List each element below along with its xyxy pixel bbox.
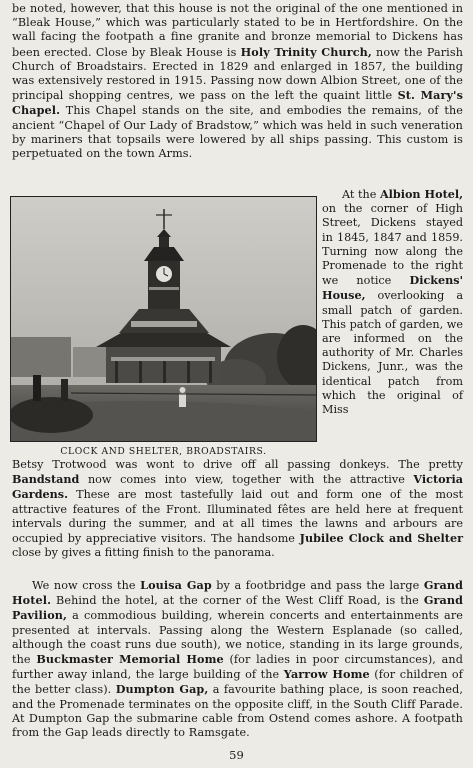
bold-term-yarrow-home: Yarrow Home xyxy=(283,667,370,682)
bold-term-buckmaster-memorial-home: Buckmaster Memorial Home xyxy=(36,652,224,667)
bold-term-st-marys-chapel: St. Mary's Chapel. xyxy=(12,88,463,118)
text-run: (for children of the better class). xyxy=(12,668,464,697)
paragraph-louisa-gap xyxy=(12,578,463,740)
bold-term-victoria-gardens: Victoria Gardens. xyxy=(12,472,463,502)
photo-caption: CLOCK AND SHELTER, BROADSTAIRS. xyxy=(60,446,267,457)
text-run: now the Parish Church of Broadstairs. Erected in 1829 and enlarged in 1857, the building was extensively restored in 1915. Passing now down Albion Street, one of the principal shopping centres, we pass on the left the quaint little xyxy=(12,45,463,103)
bold-term-albion-hotel: Albion Hotel, xyxy=(379,187,463,201)
text-run: These are most tastefully laid out and form one of the most attractive features of the Front. Illuminated fêtes are held here at frequent intervals during the summer, and at all times the lawns and arbours are occupied by appreciative visitors. The handsome xyxy=(12,488,463,546)
text-run: Betsy Trotwood was wont to drive off all passing donkeys. The pretty xyxy=(12,458,463,471)
photograph-clock-and-shelter xyxy=(10,196,317,442)
text-run: be noted, however, that this house is not the original of the one mentioned in “Bleak House,” which was particularly stated to be in Hertfordshire. On the wall facing the footpath a fine granite and bronze memorial to Dickens has been erected. Close by Bleak House is xyxy=(12,2,463,59)
text-run: on the corner of High Street, Dickens stayed in 1845, 1847 and 1859. Turning now along the Promenade to the right we notice xyxy=(322,202,463,288)
page-number: 59 xyxy=(229,748,244,762)
text-run: by a footbridge and pass the large xyxy=(211,579,424,592)
bold-term-dumpton-gap: Dumpton Gap, xyxy=(115,682,209,697)
text-run: a favourite bathing place, is soon reached, and the Promenade terminates on the opposite cliff, in the South Cliff Parade. At Dumpton Gap the submarine cable from Ostend comes ashore. A footpath from the Gap leads directly to Ramsgate. xyxy=(12,683,464,740)
text-run: a commodious building, wherein concerts and entertainments are presented at intervals. Passing along the Western Esplanade (so called, although the coast runs due south), we notice, standing in its large grounds, the xyxy=(12,609,463,667)
bold-term-grand-pavilion: Grand Pavilion, xyxy=(12,593,463,623)
bold-term-jubilee-clock: Jubilee Clock and Shelter xyxy=(299,531,463,546)
paragraph-albion-hotel-side xyxy=(322,187,463,417)
text-run: Behind the hotel, at the corner of the West Cliff Road, is the xyxy=(51,594,424,608)
bold-term-louisa-gap: Louisa Gap xyxy=(140,578,212,592)
text-run: overlooking a small patch of garden. This patch of garden, we are informed on the authority of Mr. Charles Dickens, Junr., was the identical patch from which the original of Miss xyxy=(322,289,463,417)
paragraph-bleak-house xyxy=(12,2,463,161)
text-run: At the xyxy=(342,188,380,201)
bold-term-grand-hotel: Grand Hotel. xyxy=(12,578,464,608)
text-run: We now cross the xyxy=(32,579,141,592)
text-run: (for ladies in poor circumstances), and further away inland, the large building of the xyxy=(12,653,463,682)
bold-term-bandstand: Bandstand xyxy=(12,472,80,487)
bold-term-holy-trinity-church: Holy Trinity Church, xyxy=(240,44,372,59)
bold-term-dickens-house: Dickens' House, xyxy=(322,273,463,303)
text-run: This Chapel stands on the site, and embodies the remains, of the ancient “Chapel of Our Lady of Bradstow,” which was held in such veneration by mariners that topsails were lowered by all ships passing. This custom is perpetuated on the town Arms. xyxy=(12,104,463,161)
paragraph-albion-hotel-continued xyxy=(12,458,463,560)
text-run: now comes into view, together with the attractive xyxy=(79,473,414,487)
text-run: close by gives a fitting finish to the panorama. xyxy=(12,546,275,560)
